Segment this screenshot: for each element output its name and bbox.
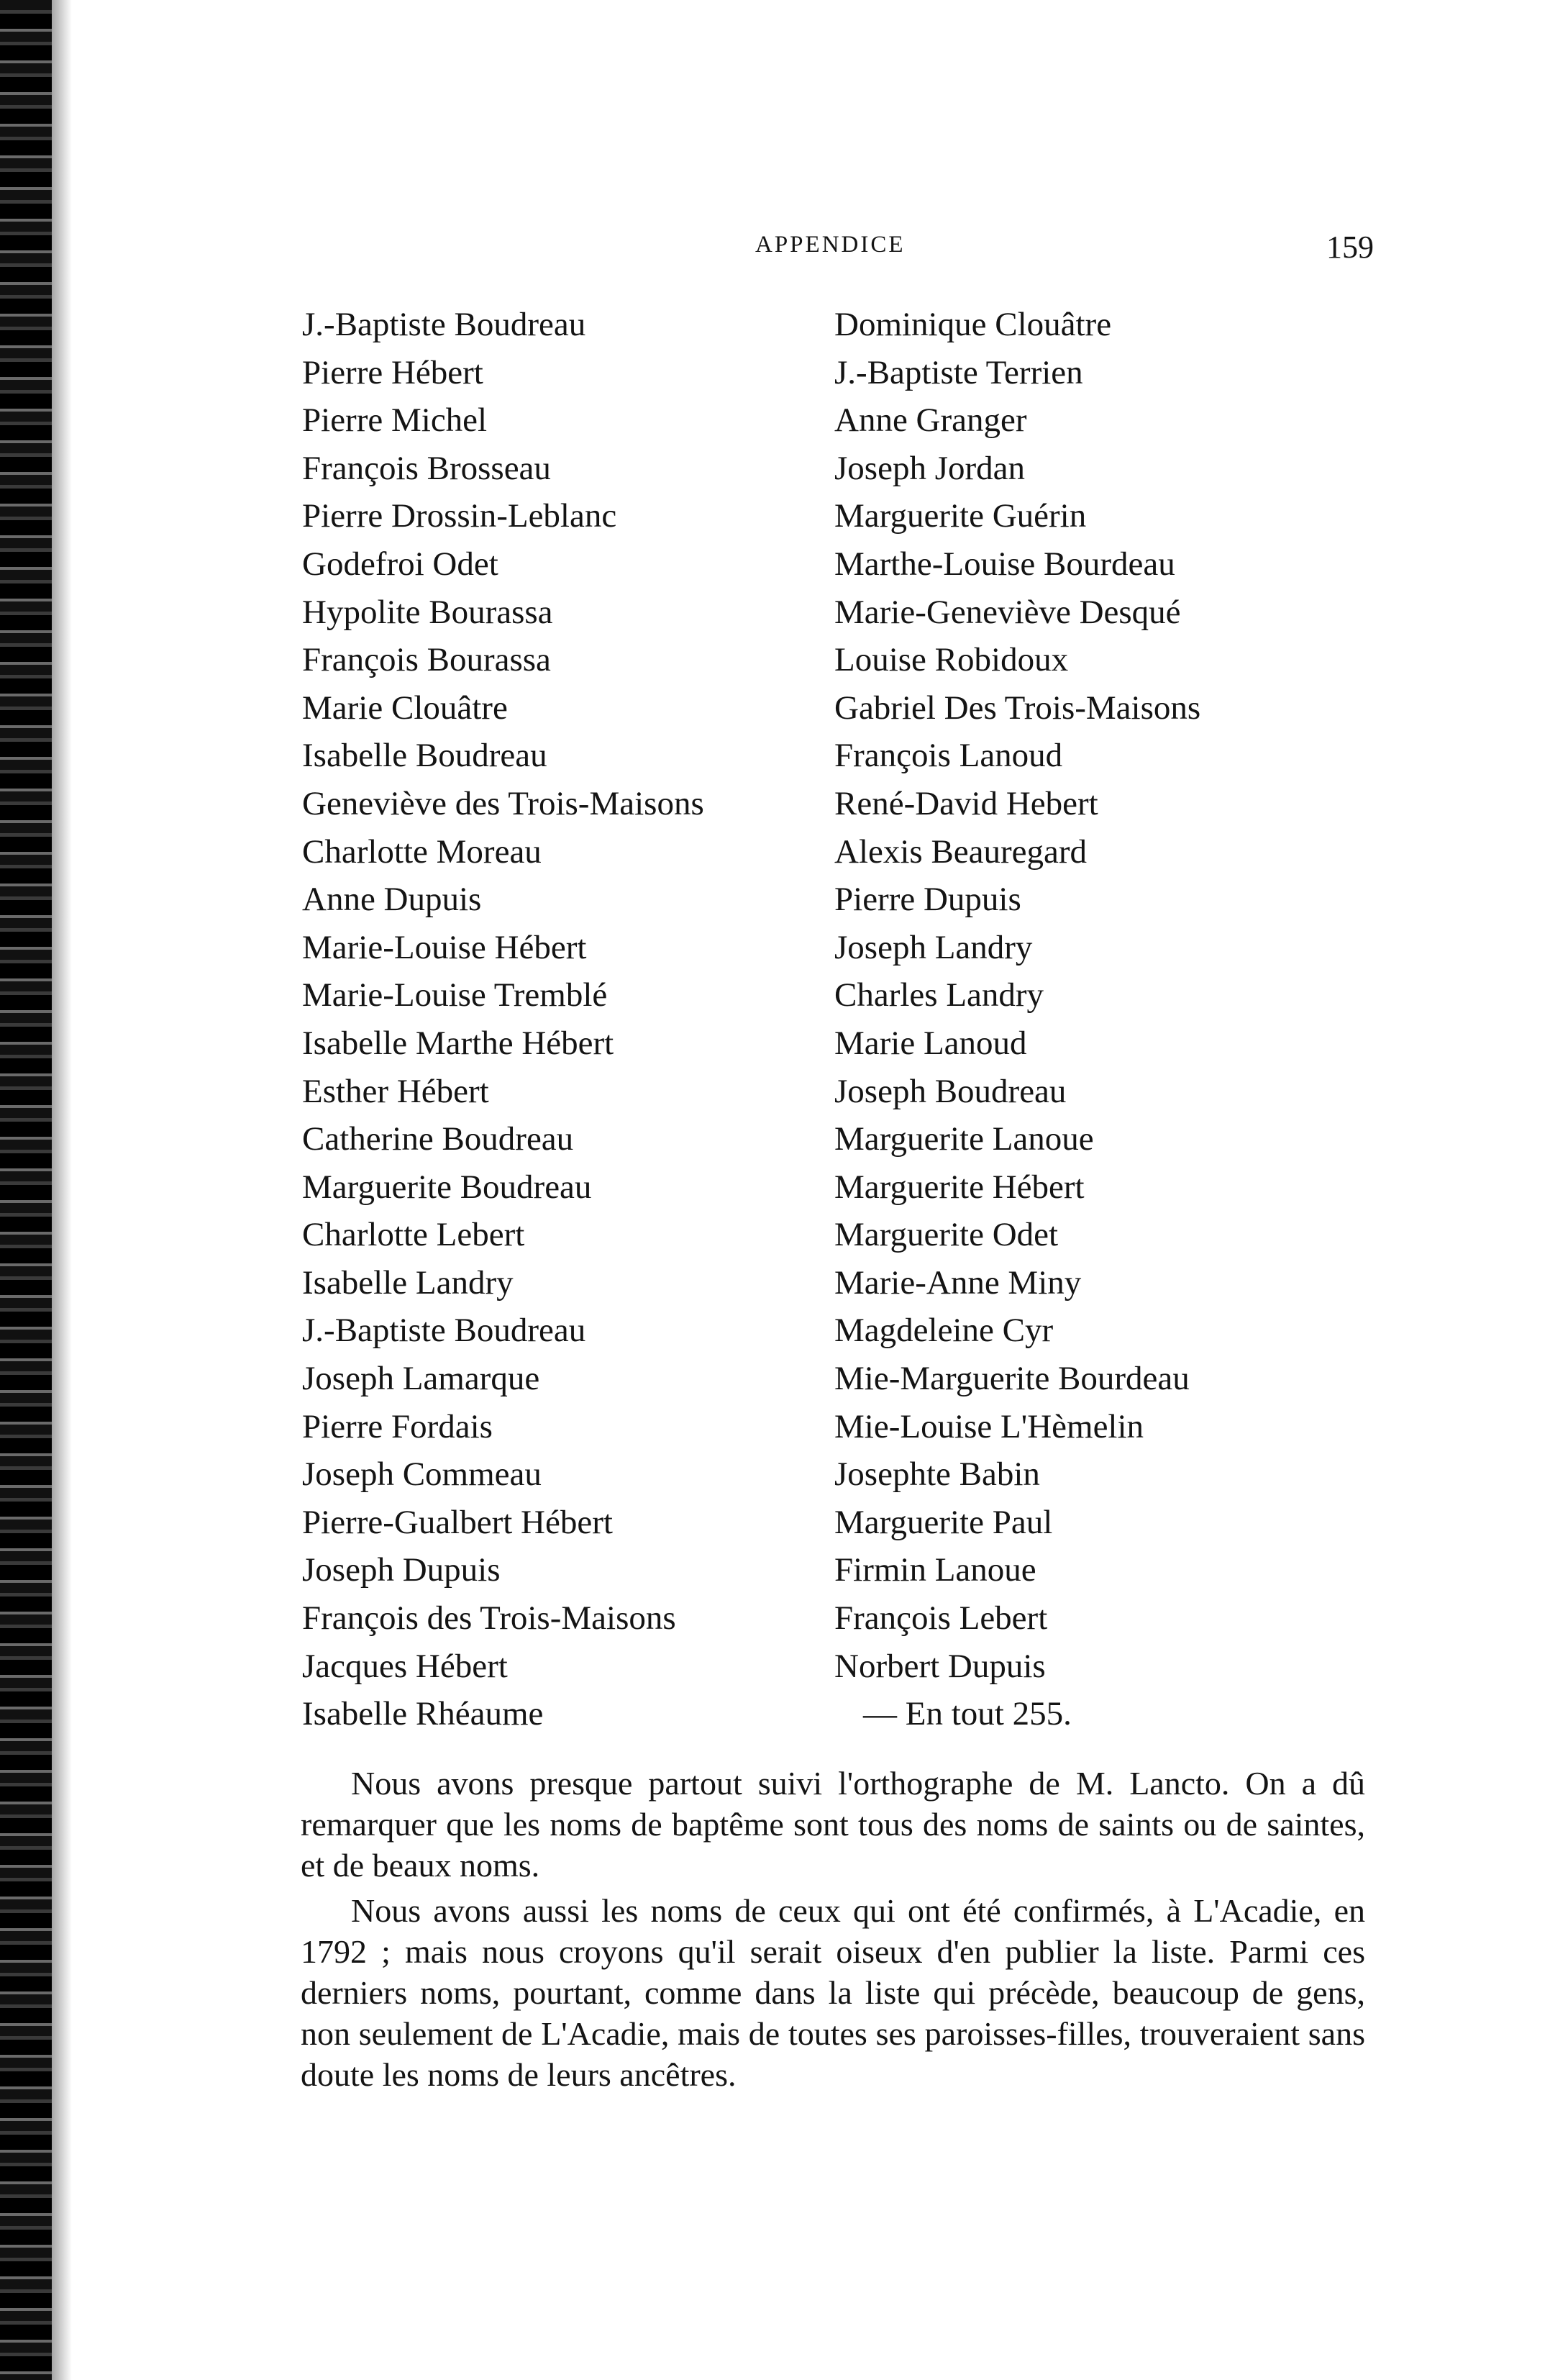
name-entry: Charlotte Moreau [302, 832, 542, 871]
name-entry: François des Trois-Maisons [302, 1599, 676, 1638]
name-entry: François Lebert [834, 1599, 1048, 1638]
name-entry: Mie-Louise L'Hèmelin [834, 1407, 1144, 1445]
name-entry: Geneviève des Trois-Maisons [302, 784, 704, 822]
name-entry: Marie-Anne Miny [834, 1263, 1082, 1302]
name-entry: Catherine Boudreau [302, 1120, 574, 1158]
names-column-left [302, 301, 834, 1738]
name-entry: Alexis Beauregard [834, 832, 1088, 871]
name-entry: Jacques Hébert [302, 1647, 508, 1685]
name-entry: Pierre-Gualbert Hébert [302, 1503, 613, 1541]
name-entry: Pierre Dupuis [834, 881, 1021, 919]
name-entry: Joseph Dupuis [302, 1551, 501, 1589]
name-entry: Marguerite Paul [834, 1503, 1053, 1541]
name-entry: Joseph Landry [834, 928, 1033, 966]
page-number: 159 [1326, 230, 1374, 265]
scanned-binding-edge [0, 0, 52, 2380]
name-entry: Isabelle Boudreau [302, 737, 547, 775]
name-entry: Firmin Lanoue [834, 1551, 1036, 1589]
name-entry: Gabriel Des Trois-Maisons [834, 689, 1201, 727]
name-entry: François Lanoud [834, 737, 1063, 775]
running-head: APPENDICE [755, 232, 906, 258]
name-entry: Magdeleine Cyr [834, 1312, 1054, 1350]
name-entry: Marguerite Odet [834, 1216, 1059, 1254]
name-entry: Hypolite Bourassa [302, 593, 553, 631]
name-entry: Marguerite Boudreau [302, 1168, 592, 1206]
name-entry: René-David Hebert [834, 784, 1098, 822]
name-entry: Godefroi Odet [302, 545, 498, 583]
name-entry: Norbert Dupuis [834, 1647, 1046, 1685]
name-entry: Joseph Lamarque [302, 1360, 540, 1398]
name-entry: Pierre Drossin-Leblanc [302, 497, 617, 535]
name-entry: François Bourassa [302, 641, 551, 679]
name-entry: Joseph Boudreau [834, 1072, 1067, 1110]
name-entry: Charlotte Lebert [302, 1216, 525, 1254]
name-entry: Esther Hébert [302, 1072, 489, 1110]
name-entry: J.-Baptiste Boudreau [302, 1312, 586, 1350]
name-entry: Joseph Commeau [302, 1455, 542, 1494]
name-entry: J.-Baptiste Boudreau [302, 306, 586, 343]
closing-notes [301, 1763, 1365, 2099]
name-entry: Josephte Babin [834, 1455, 1040, 1494]
name-entry: Marguerite Lanoue [834, 1120, 1094, 1158]
name-entry: Marie-Geneviève Desqué [834, 593, 1181, 631]
names-list [302, 301, 1367, 1738]
name-entry: Marthe-Louise Bourdeau [834, 545, 1175, 583]
page-header [295, 229, 1374, 265]
name-entry: Isabelle Landry [302, 1263, 514, 1302]
name-entry: Marie Lanoud [834, 1024, 1027, 1062]
name-entry: Pierre Hébert [302, 353, 483, 391]
name-entry: François Brosseau [302, 449, 551, 487]
name-entry: Charles Landry [834, 976, 1044, 1014]
note-paragraph: Nous avons presque partout suivi l'orthographe de M. Lancto. On a dû remarquer que les noms de baptême sont tous des noms de saints ou de saintes, et de beaux noms. [301, 1765, 1365, 1884]
names-column-right [834, 301, 1367, 1738]
name-entry: Louise Robidoux [834, 641, 1069, 679]
name-entry: Marie Clouâtre [302, 689, 508, 727]
name-entry: Joseph Jordan [834, 449, 1025, 487]
total-count: — En tout 255. [863, 1695, 1072, 1733]
name-entry: Marie-Louise Hébert [302, 928, 587, 966]
name-entry: Marie-Louise Tremblé [302, 976, 608, 1014]
name-entry: Anne Dupuis [302, 881, 482, 919]
binding-shadow [52, 0, 72, 2380]
name-entry: Pierre Michel [302, 401, 488, 440]
name-entry: J.-Baptiste Terrien [834, 353, 1083, 391]
name-entry: Pierre Fordais [302, 1407, 493, 1445]
name-entry: Marguerite Hébert [834, 1168, 1085, 1206]
name-entry: Isabelle Rhéaume [302, 1695, 544, 1733]
name-entry: Isabelle Marthe Hébert [302, 1024, 614, 1062]
note-paragraph: Nous avons aussi les noms de ceux qui ont été confirmés, à L'Acadie, en 1792 ; mais nous croyons qu'il serait oiseux d'en publier la liste. Parmi ces derniers noms, pourtant, comme dans la liste qui précède, beaucoup de gens, non seulement de L'Acadie, mais de toutes ses paroisses-filles, trouveraient sans doute les noms de leurs ancêtres. [301, 1892, 1365, 2093]
name-entry: Marguerite Guérin [834, 497, 1087, 535]
name-entry: Mie-Marguerite Bourdeau [834, 1360, 1190, 1398]
name-entry: Anne Granger [834, 401, 1027, 440]
name-entry: Dominique Clouâtre [834, 306, 1112, 343]
